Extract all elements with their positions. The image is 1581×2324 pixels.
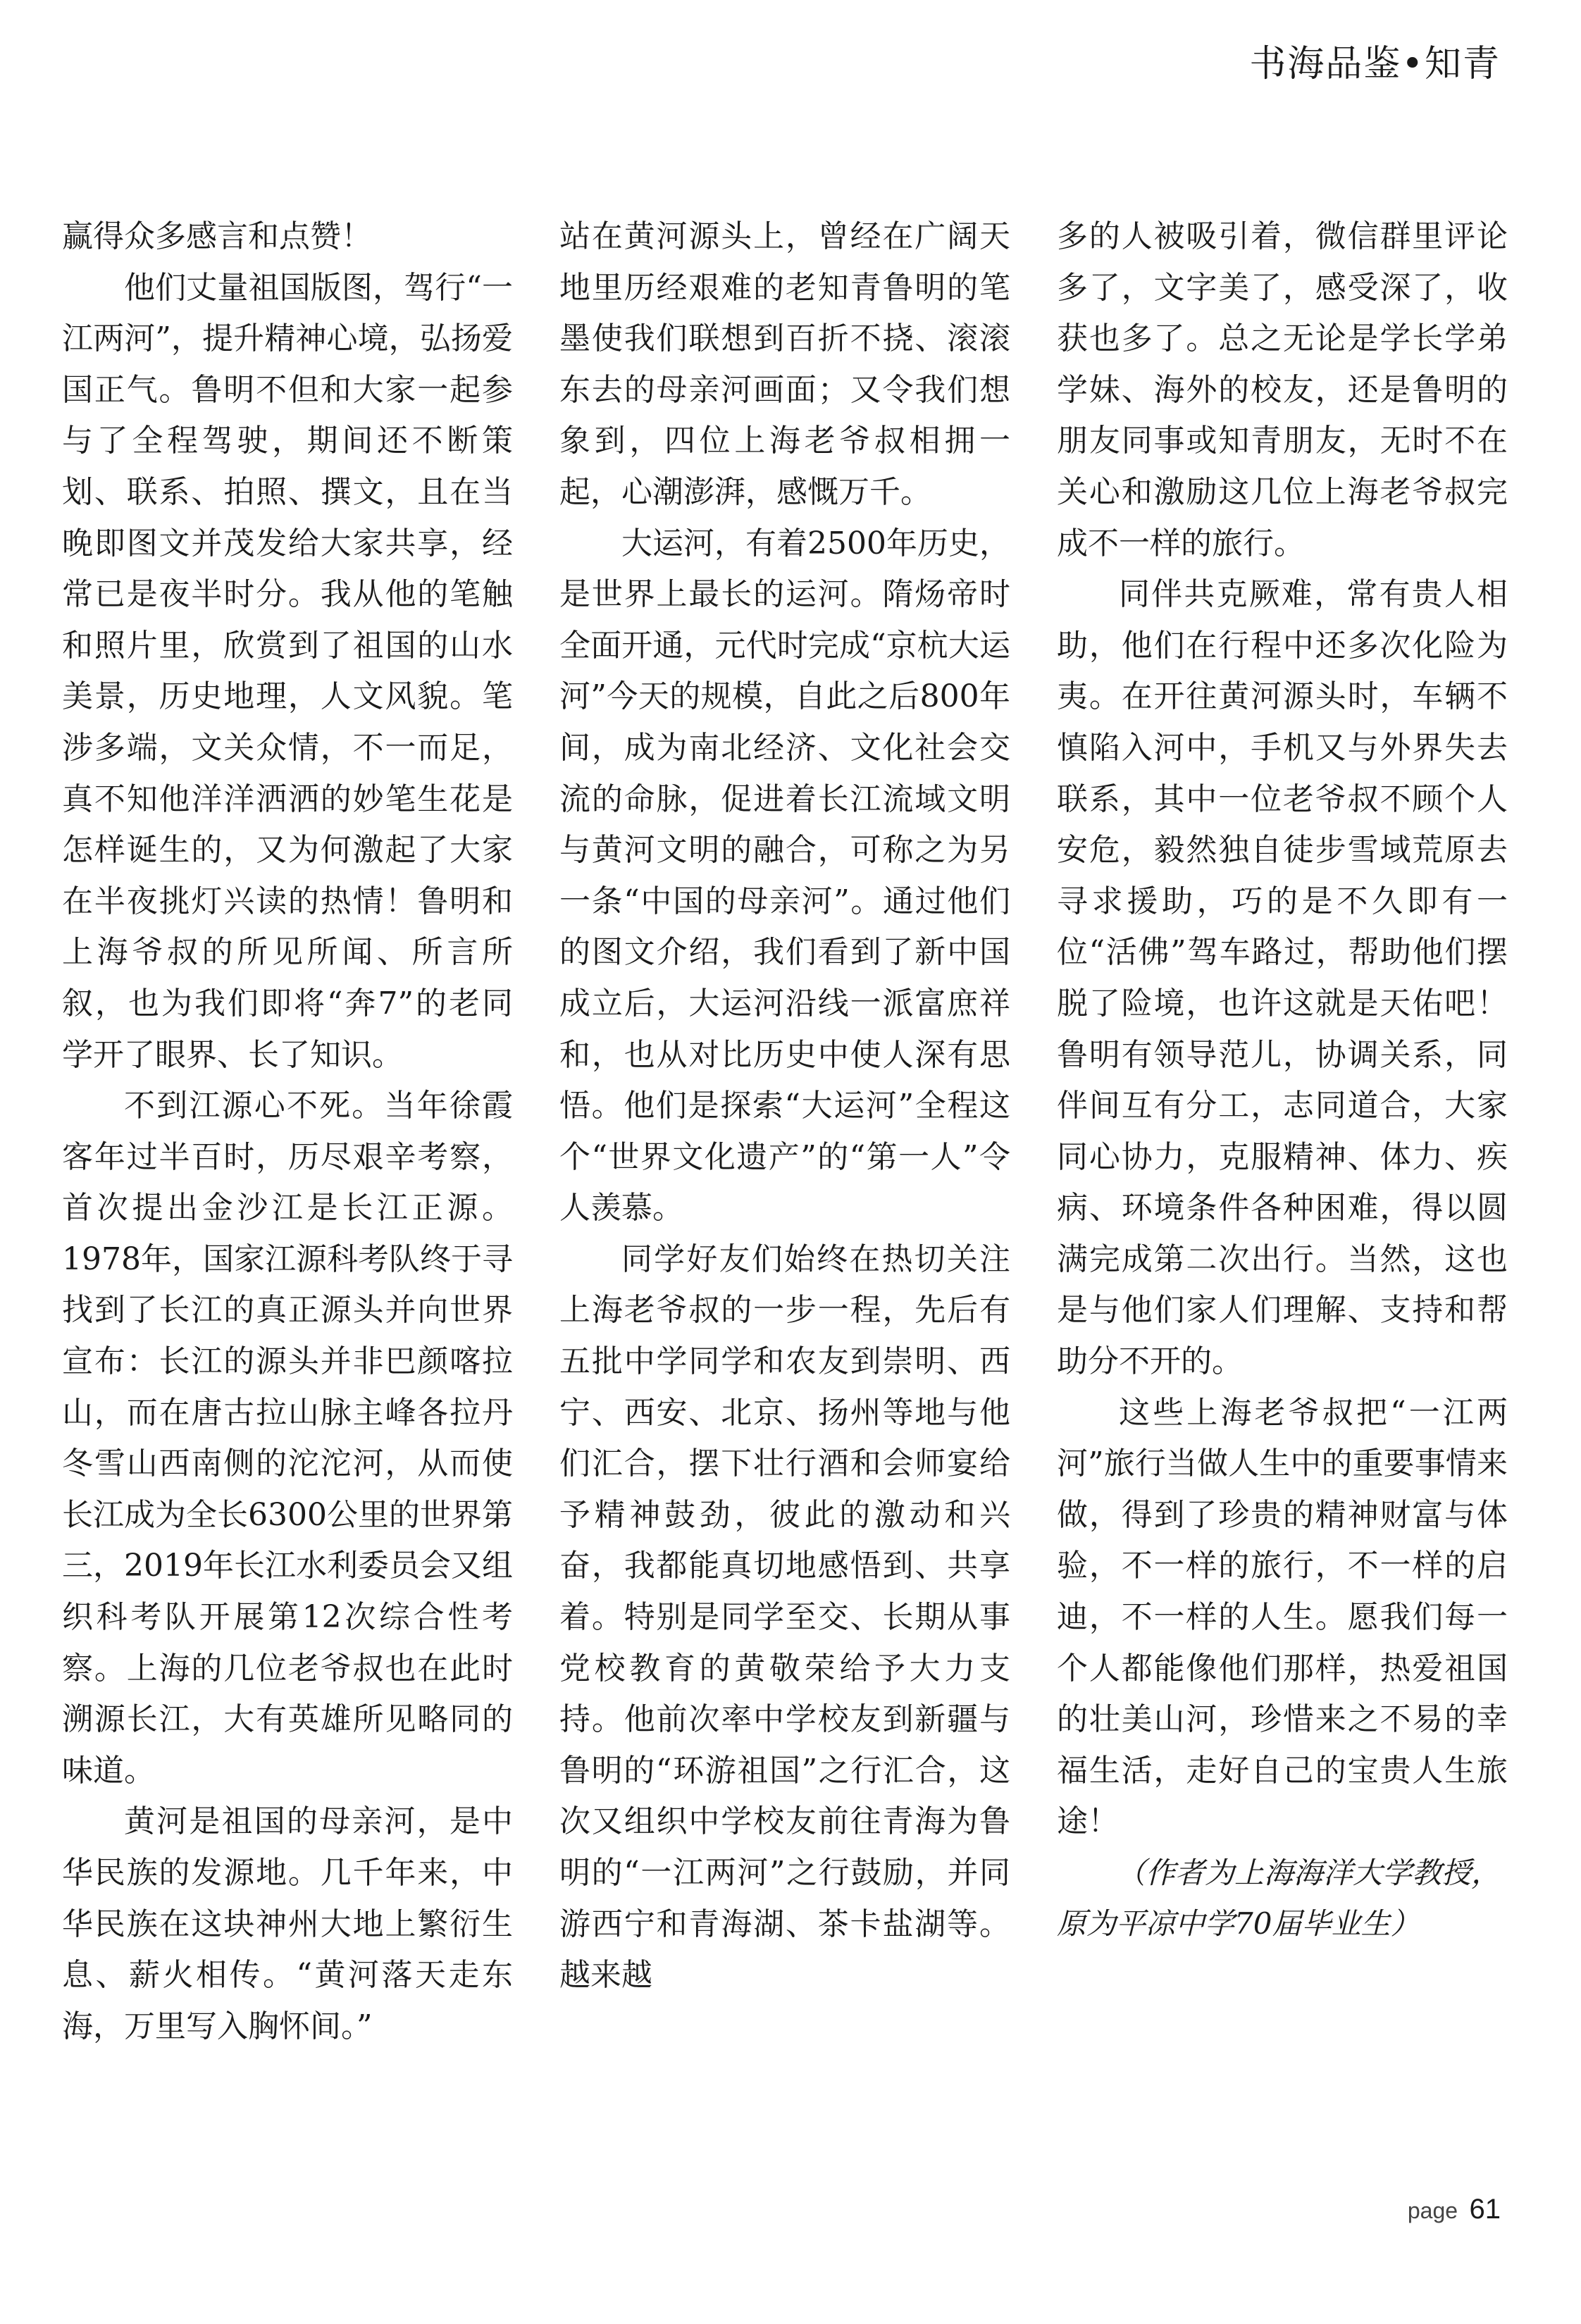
paragraph: 大运河，有着2500年历史，是世界上最长的运河。隋炀帝时全面开通，元代时完成“京杭大运河”今天的规模，自此之后800年间，成为南北经济、文化社会交流的命脉，促进着长江流域文明与黄河文明的融合，可称之为另一条“中国的母亲河”。通过他们的图文介绍，我们看到了新中国成立后，大运河沿线一派富庶祥和，也从对比历史中使人深有思悟。他们是探索“大运河”全程这个“世界文化遗产”的“第一人”令人羡慕。 xyxy=(559,525,1010,1226)
paragraph: 黄河是祖国的母亲河，是中华民族的发源地。几千年来，中华民族在这块神州大地上繁衍生息、薪火相传。“黄河落天走东海，万里写入胸怀间。” xyxy=(62,1803,513,2044)
paragraph: 不到江源心不死。当年徐霞客年过半百时，历尽艰辛考察，首次提出金沙江是长江正源。1978年，国家江源科考队终于寻找到了长江的真正源头并向世界宣布：长江的源头并非巴颜喀拉山，而在唐古拉山脉主峰各拉丹冬雪山西南侧的沱沱河，从而使长江成为全长6300公里的世界第三，2019年长江水利委员会又组织科考队开展第12次综合性考察。上海的几位老爷叔也在此时溯源长江，大有英雄所见略同的味道。 xyxy=(62,1088,513,1789)
paragraph: 同学好友们始终在热切关注上海老爷叔的一步一程，先后有五批中学同学和农友到崇明、西宁、西安、北京、扬州等地与他们汇合，摆下壮行酒和会师宴给予精神鼓劲，彼此的激动和兴奋，我都能真切地感悟到、共享着。特别是同学至交、长期从事党校教育的黄敬荣给予大力支持。他前次率中学校友到新疆与鲁明的“环游祖国”之行汇合，这次又组织中学校友前往青海为鲁明的“一江两河”之行鼓励，并同游西宁和青海湖、茶卡盐湖等。越来越 xyxy=(559,1241,1010,1994)
paragraph: 站在黄河源头上，曾经在广阔天地里历经艰难的老知青鲁明的笔墨使我们联想到百折不挠、滚滚东去的母亲河画面；又令我们想象到，四位上海老爷叔相拥一起，心潮澎湃，感慨万千。 xyxy=(559,218,1010,510)
author-note: （作者为上海海洋大学教授，原为平凉中学70届毕业生） xyxy=(1057,1856,1501,1941)
text-column-1 xyxy=(62,211,513,2052)
page-footer xyxy=(1408,2194,1501,2225)
paragraph: 多的人被吸引着，微信群里评论多了，文字美了，感受深了，收获也多了。总之无论是学长学弟学妹、海外的校友，还是鲁明的朋友同事或知青朋友，无时不在关心和激励这几位上海老爷叔完成不一样的旅行。 xyxy=(1057,218,1508,561)
section-header: 书海品鉴•知青 xyxy=(1249,43,1501,85)
text-column-2 xyxy=(559,211,1010,2001)
paragraph: 他们丈量祖国版图，驾行“一江两河”，提升精神心境，弘扬爱国正气。鲁明不但和大家一起参与了全程驾驶，期间还不断策划、联系、拍照、撰文，且在当晚即图文并茂发给大家共享，经常已是夜半时分。我从他的笔触和照片里，欣赏到了祖国的山水美景，历史地理，人文风貌。笔涉多端，文关众情，不一而足，真不知他洋洋洒洒的妙笔生花是怎样诞生的，又为何激起了大家在半夜挑灯兴读的热情！鲁明和上海爷叔的所见所闻、所言所叙，也为我们即将“奔7”的老同学开了眼界、长了知识。 xyxy=(62,269,513,1073)
paragraph: 这些上海老爷叔把“一江两河”旅行当做人生中的重要事情来做，得到了珍贵的精神财富与体验，不一样的旅行，不一样的启迪，不一样的人生。愿我们每一个人都能像他们那样，热爱祖国的壮美山河，珍惜来之不易的幸福生活，走好自己的宝贵人生旅途！ xyxy=(1057,1394,1508,1840)
paragraph: 赢得众多感言和点赞！ xyxy=(62,218,372,254)
text-column-3 xyxy=(1057,211,1508,1949)
page-label: page xyxy=(1407,2198,1458,2223)
paragraph: 同伴共克厥难，常有贵人相助，他们在行程中还多次化险为夷。在开往黄河源头时，车辆不慎陷入河中，手机又与外界失去联系，其中一位老爷叔不顾个人安危，毅然独自徒步雪域荒原去寻求援助，巧的是不久即有一位“活佛”驾车路过，帮助他们摆脱了险境，也许这就是天佑吧！鲁明有领导范儿，协调关系，同伴间互有分工，志同道合，大家同心协力，克服精神、体力、疾病、环境条件各种困难，得以圆满完成第二次出行。当然，这也是与他们家人们理解、支持和帮助分不开的。 xyxy=(1057,576,1508,1380)
page-number: 61 xyxy=(1469,2194,1501,2225)
